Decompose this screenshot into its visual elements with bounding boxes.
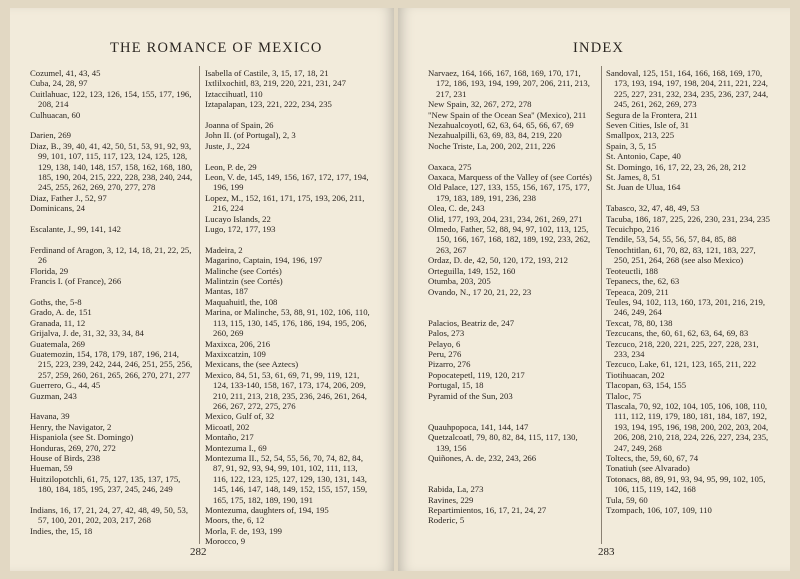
letter-gap xyxy=(30,214,195,224)
index-entry: Morla, F. de, 193, 199 xyxy=(205,525,283,536)
index-entry: Tabasco, 32, 47, 48, 49, 53 xyxy=(606,203,700,214)
index-entry: Francis I. (of France), 266 xyxy=(30,276,122,287)
index-entry: Pizarro, 276 xyxy=(428,359,471,370)
index-entry: Guatemala, 269 xyxy=(30,338,86,349)
index-entry: Totonacs, 88, 89, 91, 93, 94, 95, 99, 102, 105, 106, 115, 119, 142, 168 xyxy=(606,473,766,495)
index-entry: Lucayo Islands, 22 xyxy=(205,213,271,224)
index-entry: Tlacopan, 63, 154, 155 xyxy=(606,380,687,391)
index-entry: Spain, 3, 5, 15 xyxy=(606,140,657,151)
index-entry: St. Domingo, 16, 17, 22, 23, 26, 28, 212 xyxy=(606,161,746,172)
index-entry: Tiotihuacan, 202 xyxy=(606,369,665,380)
index-entry: Granada, 11, 12 xyxy=(30,317,86,328)
index-entry: Montezuma I., 69 xyxy=(205,442,267,453)
index-entry: St. Juan de Ulua, 164 xyxy=(606,182,681,193)
index-entry: Mexico, 84, 51, 53, 61, 69, 71, 99, 119, 121, 124, 133-140, 158, 167, 173, 174, 206, 209, 210, 211, 213, 218, 235, 236, 246, 261, 264, 266, 267, 272, 275, 276 xyxy=(205,369,367,411)
index-entry: Ordaz, D. de, 42, 50, 120, 172, 193, 212 xyxy=(428,255,568,266)
letter-gap xyxy=(428,307,593,317)
index-entry: Quetzalcoatl, 79, 80, 82, 84, 115, 117, 130, 139, 156 xyxy=(428,432,578,453)
index-entry: Sandoval, 125, 151, 164, 166, 168, 169, 170, 173, 193, 194, 197, 198, 204, 211, 221, 224, 225, 227, 231, 232, 234, 235, 236, 237, 244, 245, 261, 262, 269, 273 xyxy=(606,68,769,110)
index-entry: Isabella of Castile, 3, 15, 17, 18, 21 xyxy=(205,68,329,78)
letter-gap xyxy=(428,411,593,421)
index-entry: Tepanecs, the, 62, 63 xyxy=(606,276,680,287)
index-entry: Peru, 276 xyxy=(428,348,462,359)
index-entry: Diaz, Father J., 52, 97 xyxy=(30,192,107,203)
index-column-2 xyxy=(205,68,370,547)
letter-gap xyxy=(428,401,593,411)
index-entry: Morocco, 9 xyxy=(205,536,246,547)
index-entry: Cozumel, 41, 43, 45 xyxy=(30,68,101,78)
index-entry: Ravines, 229 xyxy=(428,494,474,505)
running-head-left: THE ROMANCE OF MEXICO xyxy=(110,40,323,56)
index-entry: Cuitlahuac, 122, 123, 126, 154, 155, 177, 196, 208, 214 xyxy=(30,88,192,110)
index-entry: Lugo, 172, 177, 193 xyxy=(205,224,276,235)
index-entry: Malinche (see Cortés) xyxy=(205,265,282,276)
letter-gap xyxy=(428,474,593,484)
index-entry: Pyramid of the Sun, 203 xyxy=(428,390,513,401)
index-entry: Malintzin (see Cortés) xyxy=(205,276,283,287)
letter-gap xyxy=(205,151,370,161)
index-entry: Orteguilla, 149, 152, 160 xyxy=(428,265,516,276)
index-entry: Leon, P. de, 29 xyxy=(205,161,257,172)
letter-gap xyxy=(428,297,593,307)
index-entry: Tezcucans, the, 60, 61, 62, 63, 64, 69, 83 xyxy=(606,328,749,339)
index-entry: Darien, 269 xyxy=(30,130,72,141)
index-entry: Florida, 29 xyxy=(30,265,69,276)
index-entry: Palos, 273 xyxy=(428,328,465,339)
index-entry: Iztapalapan, 123, 221, 222, 234, 235 xyxy=(205,99,332,110)
index-entry: Portugal, 15, 18 xyxy=(428,380,484,391)
index-entry: Guerrero, G., 44, 45 xyxy=(30,380,101,391)
index-entry: Henry, the Navigator, 2 xyxy=(30,421,112,432)
index-entry: Grado, A. de, 151 xyxy=(30,307,92,318)
index-entry: Tlascala, 70, 92, 102, 104, 105, 106, 108, 110, 111, 112, 119, 179, 180, 181, 184, 187, 192, 193, 194, 195, 196, 198, 200, 202, 203, 204, 206, 208, 210, 218, 224, 226, 227, 234, 235, 247, 249, 268 xyxy=(606,400,769,453)
index-entry: Escalante, J., 99, 141, 142 xyxy=(30,224,121,235)
letter-gap xyxy=(30,234,195,244)
index-entry: Honduras, 269, 270, 272 xyxy=(30,442,116,453)
index-entry: Pelayo, 6 xyxy=(428,338,461,349)
index-entry: Tula, 59, 60 xyxy=(606,494,648,505)
index-entry: Hueman, 59 xyxy=(30,463,73,474)
index-entry: Noche Triste, La, 200, 202, 211, 226 xyxy=(428,140,556,151)
index-entry: Segura de la Frontera, 211 xyxy=(606,109,698,120)
index-entry: Roderic, 5 xyxy=(428,515,465,526)
index-entry: Mexicans, the (see Aztecs) xyxy=(205,359,299,370)
index-entry: Maxixcatzin, 109 xyxy=(205,348,266,359)
index-entry: Quiñones, A. de, 232, 243, 266 xyxy=(428,452,537,463)
index-entry: Hispaniola (see St. Domingo) xyxy=(30,432,134,443)
column-rule xyxy=(199,66,200,544)
index-entry: Grijalva, J. de, 31, 32, 33, 34, 84 xyxy=(30,328,144,339)
index-entry: Olid, 177, 193, 204, 231, 234, 261, 269, 271 xyxy=(428,213,583,224)
index-entry: Maquahuitl, the, 108 xyxy=(205,296,278,307)
index-entry: Olea, C. de, 243 xyxy=(428,203,485,214)
index-entry: Smallpox, 213, 225 xyxy=(606,130,675,141)
index-entry: Tendile, 53, 54, 55, 56, 57, 84, 85, 88 xyxy=(606,234,737,245)
index-entry: St. James, 8, 51 xyxy=(606,172,661,183)
index-entry: Popocatepetl, 119, 120, 217 xyxy=(428,369,525,380)
index-entry: Moors, the, 6, 12 xyxy=(205,515,265,526)
index-entry: Diaz, B., 39, 40, 41, 42, 50, 51, 53, 91, 92, 93, 99, 101, 107, 115, 117, 123, 124, 125, 128, 129, 138, 140, 148, 157, 158, 162, 168, 180, 185, 190, 204, 215, 222, 228, 238, 240, 244, 245, 255, 262, 269, 270, 277, 278 xyxy=(30,140,193,193)
index-entry: Huitzilopotchli, 61, 75, 127, 135, 137, 175, 180, 184, 185, 195, 237, 245, 246, 249 xyxy=(30,473,181,495)
letter-gap xyxy=(30,495,195,505)
index-entry: Tzompach, 106, 107, 109, 110 xyxy=(606,505,712,516)
index-entry: Tenochtitlan, 61, 70, 82, 83, 121, 183, 227, 250, 251, 264, 268 (see also Mexico) xyxy=(606,244,756,266)
index-entry: Tonatiuh (see Alvarado) xyxy=(606,463,690,474)
page-number-left: 282 xyxy=(190,546,207,558)
index-entry: House of Birds, 238 xyxy=(30,452,100,463)
index-entry: Magarino, Captain, 194, 196, 197 xyxy=(205,255,323,266)
index-entry: Juste, J., 224 xyxy=(205,140,250,151)
index-entry: Seven Cities, Isle of, 31 xyxy=(606,120,690,131)
index-entry: Tacuba, 186, 187, 225, 226, 230, 231, 234, 235 xyxy=(606,213,770,224)
index-entry: Ovando, N., 17 20, 21, 22, 23 xyxy=(428,286,532,297)
index-entry: Indies, the, 15, 18 xyxy=(30,525,93,536)
letter-gap xyxy=(30,401,195,411)
index-entry: Olmedo, Father, 52, 88, 94, 97, 102, 113, 125, 150, 166, 167, 168, 182, 189, 192, 233, 262, 263, 267 xyxy=(428,224,591,255)
letter-gap xyxy=(205,234,370,244)
running-head-right: INDEX xyxy=(573,40,625,56)
letter-gap xyxy=(428,463,593,473)
index-entry: Indians, 16, 17, 21, 24, 27, 42, 48, 49, 50, 53, 57, 100, 201, 202, 203, 217, 268 xyxy=(30,504,189,526)
index-entry: Oaxaca, Marquess of the Valley of (see Cortés) xyxy=(428,172,592,183)
index-entry: Maxixca, 206, 216 xyxy=(205,338,271,349)
index-entry: Joanna of Spain, 26 xyxy=(205,120,274,131)
index-entry: Tepeaca, 209, 211 xyxy=(606,286,669,297)
index-entry: Texcat, 78, 80, 138 xyxy=(606,317,673,328)
index-entry: Madeira, 2 xyxy=(205,244,243,255)
index-entry: Dominicans, 24 xyxy=(30,203,86,214)
right-page xyxy=(398,8,790,571)
index-entry: Narvaez, 164, 166, 167, 168, 169, 170, 171, 172, 186, 193, 194, 199, 207, 206, 211, 213, 217, 231 xyxy=(428,68,590,99)
index-entry: Ixtlilxochitl, 83, 219, 220, 221, 231, 247 xyxy=(205,78,346,89)
index-entry: Nezahualpilli, 63, 69, 83, 84, 219, 220 xyxy=(428,130,562,141)
letter-gap xyxy=(30,120,195,130)
index-entry: Rabida, La, 273 xyxy=(428,484,484,495)
index-entry: New Spain, 32, 267, 272, 278 xyxy=(428,99,532,110)
index-entry: Oaxaca, 275 xyxy=(428,161,472,172)
index-entry: Quauhpopoca, 141, 144, 147 xyxy=(428,421,529,432)
index-entry: Montaño, 217 xyxy=(205,432,254,443)
index-entry: John II. (of Portugal), 2, 3 xyxy=(205,130,296,141)
index-entry: "New Spain of the Ocean Sea" (Mexico), 211 xyxy=(428,109,587,120)
index-entry: Marina, or Malinche, 53, 88, 91, 102, 106, 110, 113, 115, 130, 145, 176, 186, 194, 195, 206, 260, 269 xyxy=(205,307,370,339)
index-entry: Ferdinand of Aragon, 3, 12, 14, 18, 21, 22, 25, 26 xyxy=(30,244,192,266)
index-entry: Goths, the, 5-8 xyxy=(30,296,82,307)
index-entry: Palacios, Beatriz de, 247 xyxy=(428,317,515,328)
index-entry: Montezuma II., 52, 54, 55, 56, 70, 74, 82, 84, 87, 91, 92, 93, 94, 99, 101, 102, 111, 113, 116, 122, 123, 125, 127, 129, 130, 131, 143, 145, 146, 147, 148, 149, 152, 155, 157, 159, 165, 175, 182, 189, 190, 191 xyxy=(205,452,368,505)
index-entry: Nezahualcoyotl, 62, 63, 64, 65, 66, 67, 69 xyxy=(428,120,574,131)
left-page xyxy=(10,8,394,571)
index-entry: Montezuma, daughters of, 194, 195 xyxy=(205,505,329,516)
index-column-1 xyxy=(30,68,195,536)
index-entry: Cuba, 24, 28, 97 xyxy=(30,78,88,89)
page-number-right: 283 xyxy=(598,546,615,558)
index-entry: Havana, 39 xyxy=(30,411,70,422)
index-column-4 xyxy=(606,68,771,515)
letter-gap xyxy=(205,110,370,120)
index-entry: Culhuacan, 60 xyxy=(30,109,81,120)
index-entry: Leon, V. de, 145, 149, 156, 167, 172, 177, 194, 196, 199 xyxy=(205,172,369,193)
index-entry: Teules, 94, 102, 113, 160, 173, 201, 216, 219, 246, 249, 264 xyxy=(606,296,766,318)
index-entry: Guzman, 243 xyxy=(30,390,77,401)
letter-gap xyxy=(606,193,771,203)
index-entry: Tecuichpo, 216 xyxy=(606,224,660,235)
index-entry: Old Palace, 127, 133, 155, 156, 167, 175, 177, 179, 183, 189, 191, 236, 238 xyxy=(428,182,590,203)
index-entry: Otumba, 203, 205 xyxy=(428,276,491,287)
index-entry: Tezcuco, 218, 220, 221, 225, 227, 228, 231, 233, 234 xyxy=(606,338,759,359)
letter-gap xyxy=(30,286,195,296)
column-rule xyxy=(601,66,602,544)
index-entry: Repartimientos, 16, 17, 21, 24, 27 xyxy=(428,504,547,515)
index-entry: Mantas, 187 xyxy=(205,286,248,297)
index-entry: Tezcuco, Lake, 61, 121, 123, 165, 211, 222 xyxy=(606,359,757,370)
index-entry: Lopez, M., 152, 161, 171, 175, 193, 206, 211, 216, 224 xyxy=(205,192,365,214)
index-entry: Guatemozin, 154, 178, 179, 187, 196, 214, 215, 223, 239, 242, 244, 246, 251, 255, 256, 257, 259, 260, 261, 265, 266, 270, 271, 277 xyxy=(30,348,193,380)
index-entry: Teoteuctli, 188 xyxy=(606,265,658,276)
index-column-3 xyxy=(428,68,593,526)
index-entry: Mexico, Gulf of, 32 xyxy=(205,411,275,422)
index-entry: Tlaloc, 75 xyxy=(606,390,642,401)
letter-gap xyxy=(428,151,593,161)
index-entry: St. Antonio, Cape, 40 xyxy=(606,151,681,162)
index-entry: Iztaccihuatl, 110 xyxy=(205,88,263,99)
index-entry: Toltecs, the, 59, 60, 67, 74 xyxy=(606,453,699,464)
index-entry: Micoatl, 202 xyxy=(205,421,250,432)
